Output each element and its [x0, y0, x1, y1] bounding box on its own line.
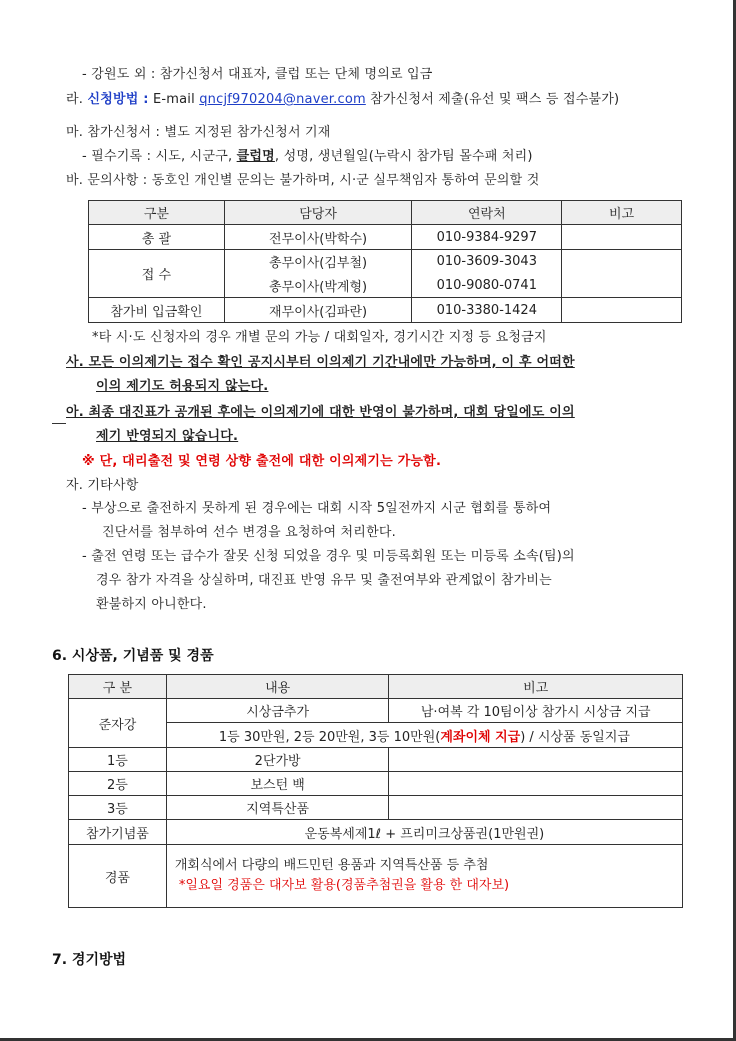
row-note: [562, 298, 682, 323]
table-row: [69, 845, 683, 908]
jun-label: 준자강: [69, 699, 167, 748]
contact-table-header: [89, 201, 682, 225]
prize-table: [68, 674, 683, 908]
place-label: 1등: [69, 748, 167, 772]
row-person: 전무이사(박학수): [224, 225, 412, 250]
line-other-matters: 자. 기타사항: [66, 478, 139, 493]
row-category: 총 괄: [89, 225, 225, 250]
line-gangwon-deposit: - 강원도 외 : 참가신청서 대표자, 클럽 또는 단체 명의로 입금: [82, 67, 433, 82]
line-inquiry: 바. 문의사항 : 동호인 개인별 문의는 불가하며, 시·군 실무책임자 통하여 문의할 것: [66, 173, 540, 188]
required-fields-prefix: - 필수기록 : 시도, 시군구,: [82, 149, 237, 164]
place-content: 보스턴 백: [166, 772, 389, 796]
section-7-heading: 7. 경기방법: [52, 952, 127, 968]
lottery-content: [166, 845, 682, 908]
header-category: 구분: [89, 201, 225, 225]
table-row: [89, 298, 682, 323]
row-phone: 010-3380-1424: [412, 298, 562, 323]
place-note: [389, 772, 683, 796]
row-person: 총무이사(김부철): [224, 250, 412, 274]
prize-table-header: [69, 675, 683, 699]
line-injury-2: 진단서를 첨부하여 선수 변경을 요청하여 처리한다.: [102, 525, 396, 540]
souvenir-label: 참가기념품: [69, 820, 167, 845]
row-category: 접 수: [89, 250, 225, 298]
table-row: [69, 820, 683, 845]
prize-amounts-prefix: 1등 30만원, 2등 20만원, 3등 10만원(: [218, 729, 441, 745]
row-person: 총무이사(박계형): [224, 274, 412, 298]
lottery-label: 경품: [69, 845, 167, 908]
application-method-suffix: 참가신청서 제출(유선 및 팩스 등 접수불가): [365, 92, 620, 107]
email-prefix: E-mail: [148, 92, 200, 107]
table-row: [89, 225, 682, 250]
row-note: [562, 225, 682, 250]
table-row: [69, 699, 683, 723]
header-person: 담당자: [224, 201, 412, 225]
line-required-fields: [82, 148, 533, 166]
header-content: 내용: [166, 675, 389, 699]
line-application-method: [66, 91, 619, 109]
underline-stub: [52, 423, 66, 424]
place-label: 2등: [69, 772, 167, 796]
header-note: 비고: [389, 675, 683, 699]
table-row: [89, 250, 682, 274]
header-phone: 연락처: [412, 201, 562, 225]
row-category: 참가비 입금확인: [89, 298, 225, 323]
table-row: [69, 748, 683, 772]
row-person: 재무이사(김파란): [224, 298, 412, 323]
line-other-province-note: *타 시·도 신청자의 경우 개별 문의 가능 / 대회일자, 경기시간 지정 등 요청금지: [92, 330, 547, 345]
lottery-line-2: *일요일 경품은 대자보 활용(경품추첨권을 활용 한 대자보): [178, 878, 510, 893]
email-link[interactable]: qncjf970204@naver.com: [199, 92, 366, 107]
line-age-error-1: - 출전 연령 또는 급수가 잘못 신청 되었을 경우 및 미등록회원 또는 미등록 소속(팀)의: [82, 549, 575, 564]
club-name-emphasis: 클럽명: [236, 149, 275, 164]
item-prefix: 라.: [66, 92, 88, 107]
prize-amounts-suffix: ) / 시상품 동일지급: [520, 729, 630, 745]
required-fields-suffix: , 성명, 생년월일(누락시 참가팀 몰수패 처리): [274, 149, 533, 164]
line-exception-note: ※ 단, 대리출전 및 연령 상향 출전에 대한 이의제기는 가능함.: [82, 454, 442, 469]
lottery-line-1: 개회식에서 다량의 배드민턴 용품과 지역특산품 등 추첨: [174, 858, 489, 873]
place-note: [389, 796, 683, 820]
place-content: 2단가방: [166, 748, 389, 772]
jun-content: 시상금추가: [166, 699, 389, 723]
jun-note: 남·여복 각 10팀이상 참가시 시상금 지급: [389, 699, 683, 723]
line-bracket-objection-1: 아. 최종 대진표가 공개된 후에는 이의제기에 대한 반영이 불가하며, 대회 당일에도 이의: [66, 405, 575, 420]
place-label: 3등: [69, 796, 167, 820]
line-age-error-3: 환불하지 아니한다.: [96, 597, 207, 612]
line-age-error-2: 경우 참가 자격을 상실하며, 대진표 반영 유무 및 출전여부와 관계없이 참가비는: [96, 573, 552, 588]
line-objection-period-1: 사. 모든 이의제기는 접수 확인 공지시부터 이의제기 기간내에만 가능하며, 이 후 어떠한: [66, 355, 575, 370]
bank-transfer-emphasis: 계좌이체 지급: [440, 729, 521, 745]
line-objection-period-2: 이의 제기도 허용되지 않는다.: [96, 379, 269, 394]
row-note: [562, 250, 682, 298]
jun-prize-amounts: [166, 723, 682, 748]
row-phone: 010-9080-0741: [412, 274, 562, 298]
row-phone: 010-3609-3043: [412, 250, 562, 274]
line-injury-1: - 부상으로 출전하지 못하게 된 경우에는 대회 시작 5일전까지 시군 협회를 통하여: [82, 501, 552, 516]
contact-table: [88, 200, 682, 323]
table-row: [69, 772, 683, 796]
section-6-heading: 6. 시상품, 기념품 및 경품: [52, 648, 214, 664]
line-bracket-objection-2: 제기 반영되지 않습니다.: [96, 429, 239, 444]
header-category: 구 분: [69, 675, 167, 699]
header-note: 비고: [562, 201, 682, 225]
line-application-form: 마. 참가신청서 : 별도 지정된 참가신청서 기재: [66, 125, 331, 140]
place-note: [389, 748, 683, 772]
application-method-label: 신청방법 :: [87, 92, 149, 107]
row-phone: 010-9384-9297: [412, 225, 562, 250]
souvenir-content: 운동복세제1ℓ + 프리미크상품권(1만원권): [166, 820, 682, 845]
place-content: 지역특산품: [166, 796, 389, 820]
table-row: [69, 796, 683, 820]
